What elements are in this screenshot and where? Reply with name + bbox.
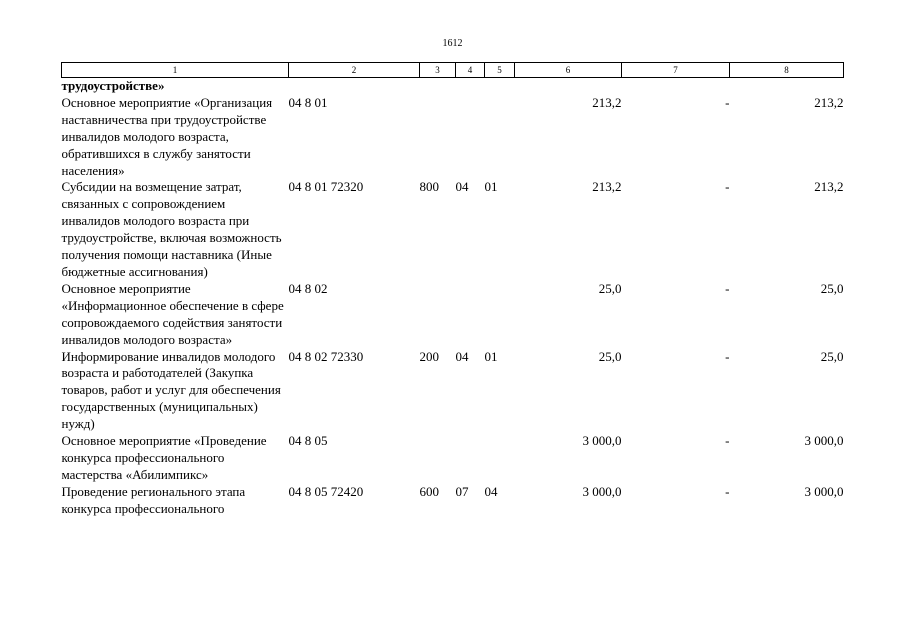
row-col3: 600 [419,483,439,499]
row-col4 [456,433,485,484]
row-col4: 07 [455,483,469,499]
row-col5: 01 [484,348,498,364]
table-row [62,179,844,280]
col-header-3: 3 [420,63,456,78]
row-col8: 3 000,0 [804,483,844,499]
col-header-5: 5 [485,63,515,78]
row-col6: 213,2 [592,94,622,110]
table-row [62,349,844,434]
page-number: 1612 [442,38,463,49]
row-col4: 04 [455,348,469,364]
row-name: Субсидии на возмещение затрат, связанных с сопровождением инвалидов молодого возраста при трудоустройстве, включая возможность получения помощи наставника (Иные бюджетные ассигнования) [61,179,282,279]
row-col5 [485,433,515,484]
row-code: 04 8 05 72420 [288,483,364,499]
continuation-text: трудоустройстве» [61,78,165,93]
row-name: Основное мероприятие «Проведение конкурса профессионального мастерства «Абилимпикс» [61,433,267,482]
row-col5 [485,95,515,180]
row-col6: 25,0 [598,348,622,364]
row-col3: 200 [419,348,439,364]
table-row [62,433,844,484]
continuation-row [62,78,844,95]
row-col8: 213,2 [814,179,844,195]
row-col3 [420,95,456,180]
row-col6: 3 000,0 [582,483,622,499]
row-code: 04 8 05 [288,433,328,449]
row-col6: 25,0 [598,280,622,296]
row-col4 [456,95,485,180]
row-code: 04 8 01 [288,94,328,110]
row-name: Проведение регионального этапа конкурса профессионального [61,483,246,516]
col-header-7: 7 [622,63,730,78]
col-header-1: 1 [62,63,289,78]
row-col7: - [725,348,730,364]
row-col7: - [725,483,730,499]
row-col6: 3 000,0 [582,433,622,449]
row-name: Основное мероприятие «Информационное обеспечение в сфере сопровождаемого содействия занятости инвалидов молодого возраста» [61,280,284,347]
table-row [62,95,844,180]
col-header-2: 2 [289,63,420,78]
row-col5 [485,281,515,349]
col-header-6: 6 [515,63,622,78]
row-name: Информирование инвалидов молодого возраста и работодателей (Закупка товаров, работ и услуг для обеспечения государственных (муниципальных) нужд) [61,348,281,432]
row-col4: 04 [455,179,469,195]
row-col7: - [725,179,730,195]
row-col8: 25,0 [820,348,844,364]
row-col8: 213,2 [814,94,844,110]
table-body [62,78,844,518]
col-header-8: 8 [730,63,844,78]
row-col6: 213,2 [592,179,622,195]
row-col7: - [725,280,730,296]
table-header [62,63,844,78]
row-col7: - [725,433,730,449]
row-col3 [420,281,456,349]
row-code: 04 8 02 [288,280,328,296]
row-col3 [420,433,456,484]
row-col5: 04 [484,483,498,499]
row-code: 04 8 01 72320 [288,179,364,195]
table-row [62,484,844,518]
row-col8: 3 000,0 [804,433,844,449]
col-header-4: 4 [456,63,485,78]
budget-table [61,62,844,518]
row-name: Основное мероприятие «Организация наставничества при трудоустройстве инвалидов молодого возраста, обратившихся в службу занятости населения» [61,94,273,178]
row-col4 [456,281,485,349]
row-col7: - [725,94,730,110]
row-code: 04 8 02 72330 [288,348,364,364]
table-row [62,281,844,349]
row-col5: 01 [484,179,498,195]
row-col8: 25,0 [820,280,844,296]
row-col3: 800 [419,179,439,195]
